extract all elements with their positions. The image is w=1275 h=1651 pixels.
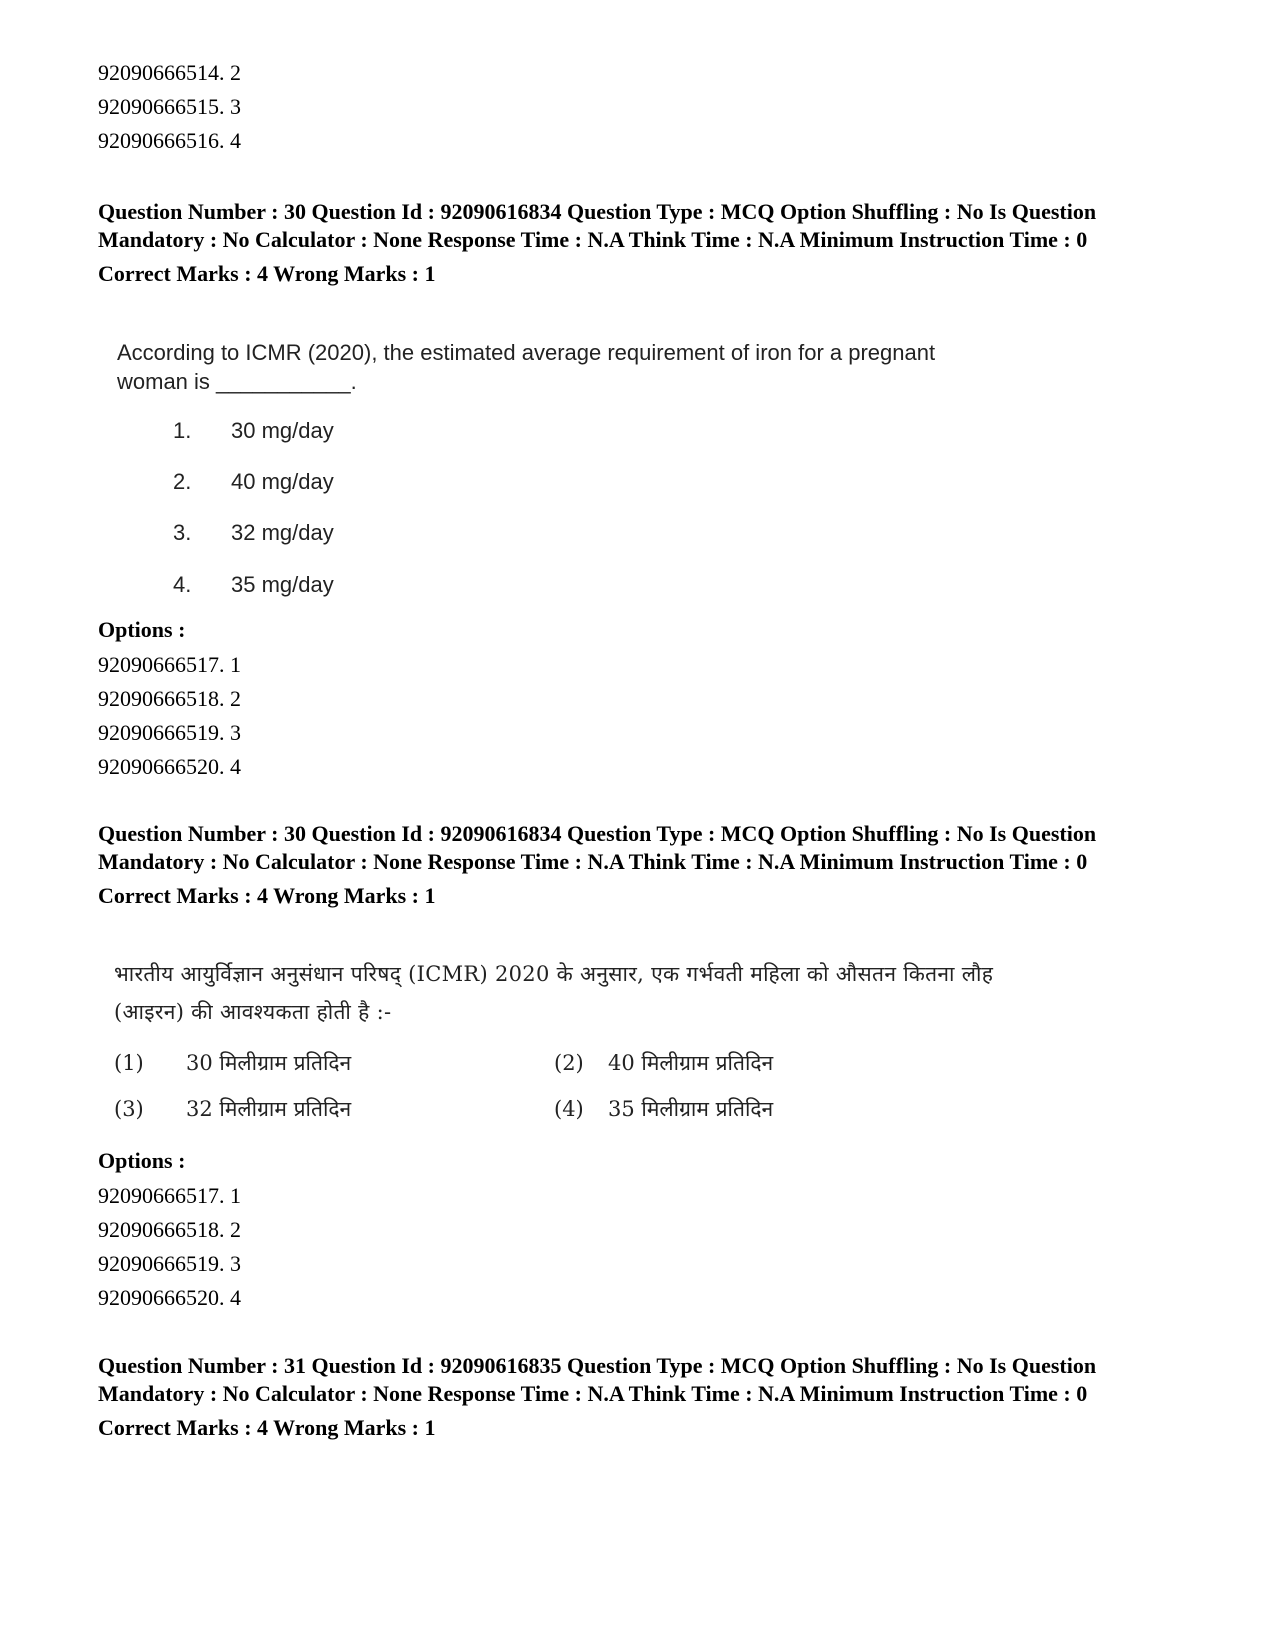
choice-text: 30 mg/day bbox=[231, 418, 334, 443]
option-line: 92090666519. 3 bbox=[98, 720, 241, 745]
choice-text: 30 मिलीग्राम प्रतिदिन bbox=[186, 1051, 352, 1075]
choice-number: (3) bbox=[114, 1097, 144, 1121]
option-line: 92090666516. 4 bbox=[98, 128, 241, 153]
question-marks: Correct Marks : 4 Wrong Marks : 1 bbox=[98, 1415, 436, 1440]
choice-number: 3. bbox=[173, 520, 192, 545]
choice-number: (4) bbox=[554, 1097, 584, 1121]
question-meta: Question Number : 30 Question Id : 92090616834 Question Type : MCQ Option Shuffling : No Is Question Mandatory : No Calculator : None Response Time : N.A Think Time : N.A Minimum Instruction Time : 0 bbox=[98, 821, 1097, 874]
choice-text: 40 मिलीग्राम प्रतिदिन bbox=[608, 1051, 774, 1075]
answer-choice-2 bbox=[554, 1049, 773, 1077]
choice-number: (2) bbox=[554, 1051, 584, 1075]
options-block bbox=[98, 616, 241, 784]
question-image-english bbox=[117, 338, 1017, 608]
answer-choice-4 bbox=[554, 1095, 773, 1123]
answer-choice-1 bbox=[114, 1049, 351, 1077]
option-line: 92090666518. 2 bbox=[98, 1217, 241, 1242]
options-label: Options : bbox=[98, 1148, 186, 1173]
answer-choice-3 bbox=[114, 1095, 351, 1123]
question-image-hindi bbox=[114, 955, 1074, 1135]
choice-text: 35 mg/day bbox=[231, 572, 334, 597]
option-line: 92090666517. 1 bbox=[98, 1183, 241, 1208]
option-line: 92090666518. 2 bbox=[98, 686, 241, 711]
options-block bbox=[98, 1147, 241, 1315]
choice-text: 32 मिलीग्राम प्रतिदिन bbox=[186, 1097, 352, 1121]
answer-choice-1 bbox=[173, 418, 334, 444]
choice-text: 32 mg/day bbox=[231, 520, 334, 545]
option-line: 92090666520. 4 bbox=[98, 754, 241, 779]
question-marks: Correct Marks : 4 Wrong Marks : 1 bbox=[98, 261, 436, 286]
answer-choice-2 bbox=[173, 469, 334, 495]
choice-text: 35 मिलीग्राम प्रतिदिन bbox=[608, 1097, 774, 1121]
question-stem: भारतीय आयुर्विज्ञान अनुसंधान परिषद् (ICMR) 2020 के अनुसार, एक गर्भवती महिला को औसतन कितना लौह (आइरन) की आवश्यकता होती है :- bbox=[114, 962, 994, 1024]
question-marks: Correct Marks : 4 Wrong Marks : 1 bbox=[98, 883, 436, 908]
choice-number: 1. bbox=[173, 418, 192, 443]
options-label: Options : bbox=[98, 617, 186, 642]
answer-choice-4 bbox=[173, 572, 334, 598]
question-meta: Question Number : 31 Question Id : 92090616835 Question Type : MCQ Option Shuffling : No Is Question Mandatory : No Calculator : None Response Time : N.A Think Time : N.A Minimum Instruction Time : 0 bbox=[98, 1353, 1097, 1406]
question-meta: Question Number : 30 Question Id : 92090616834 Question Type : MCQ Option Shuffling : No Is Question Mandatory : No Calculator : None Response Time : N.A Think Time : N.A Minimum Instruction Time : 0 bbox=[98, 199, 1097, 252]
question-meta-block bbox=[98, 1352, 1178, 1442]
option-line: 92090666519. 3 bbox=[98, 1251, 241, 1276]
option-line: 92090666515. 3 bbox=[98, 94, 241, 119]
choice-number: (1) bbox=[114, 1051, 144, 1075]
question-stem: According to ICMR (2020), the estimated average requirement of iron for a pregnant woman is ___________. bbox=[117, 340, 936, 394]
question-meta-block bbox=[98, 198, 1178, 288]
answer-choice-3 bbox=[173, 520, 334, 546]
choice-number: 4. bbox=[173, 572, 192, 597]
option-line: 92090666517. 1 bbox=[98, 652, 241, 677]
choice-number: 2. bbox=[173, 469, 192, 494]
choice-text: 40 mg/day bbox=[231, 469, 334, 494]
question-meta-block bbox=[98, 820, 1178, 910]
prev-options-list bbox=[98, 56, 241, 158]
option-line: 92090666520. 4 bbox=[98, 1285, 241, 1310]
option-line: 92090666514. 2 bbox=[98, 60, 241, 85]
